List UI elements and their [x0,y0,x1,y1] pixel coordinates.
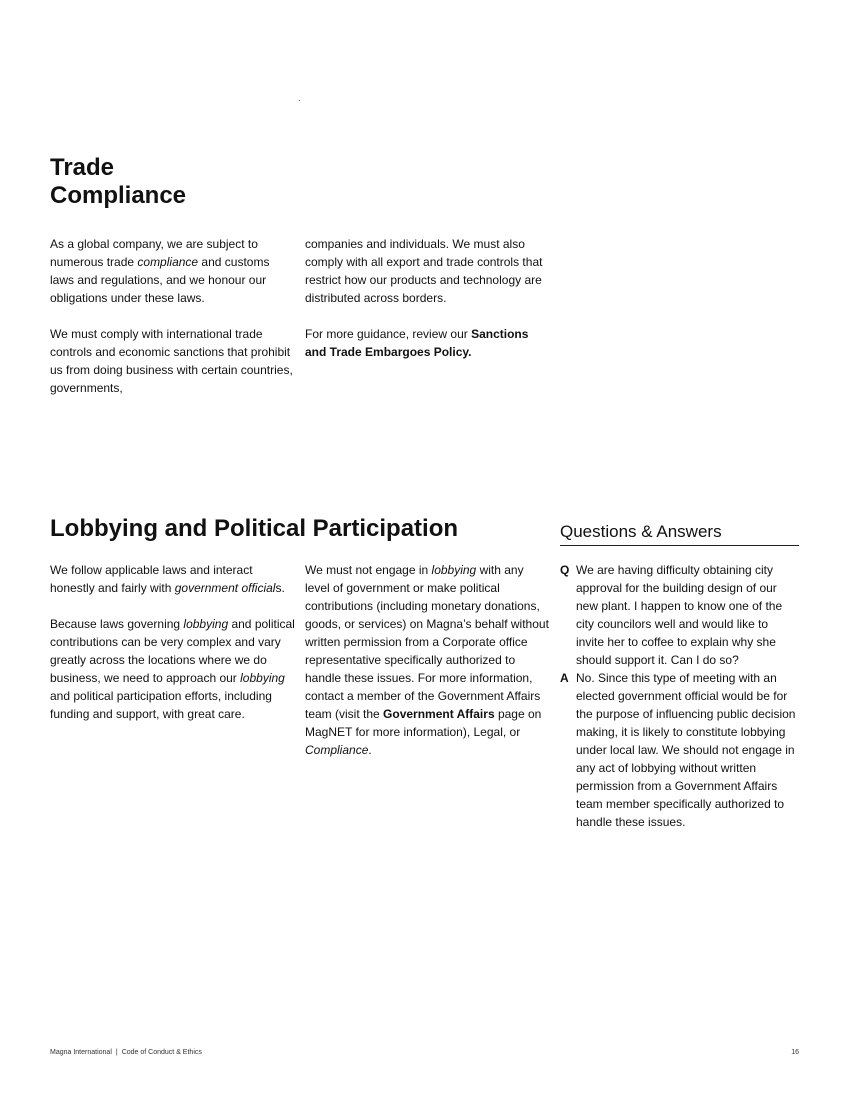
lobbying-term: lobbying [431,563,477,577]
compliance-term: Compliance [305,743,369,757]
page-number: 16 [791,1049,799,1056]
text-span: . [368,743,372,757]
text-span: and customs laws and regulations, and we honour our obligations under these laws. [50,255,270,305]
trade-compliance-title [50,154,300,210]
trade-title-line2: Compliance [50,182,187,209]
lobbying-paragraph-1 [50,561,295,597]
footer-company: Magna International [50,1049,112,1056]
text-span: For more guidance, review our [305,327,472,341]
answer-row [560,669,799,831]
lobbying-column-2 [305,561,550,759]
government-official-term: government official [174,581,276,595]
text-span: We follow applicable laws and interact honestly and fairly with [50,563,253,595]
qa-box [560,561,799,831]
text-span: and political participation efforts, including funding and support, with great care. [50,689,272,721]
text-span: with any level of government or make political contributions (including monetary donations, goods, or services) on Magna’s behalf without written permission from a Corporate office representative specifically authorized to handle these issues. For more information, contact a member of the Government Affairs team (visit the [305,563,549,721]
footer-separator: | [115,1049,118,1056]
answer-text: No. Since this type of meeting with an elected government official would be for the purpose of influencing public decision making, it is likely to constitute lobbying under local law. We should not engage in any act of lobbying without written permission from a Government Affairs team member specifically authorized to handle these issues. [576,671,796,829]
trade-title-line1: Trade [50,154,115,181]
text-span: Because laws governing [50,617,184,631]
trade-paragraph-3: companies and individuals. We must also comply with all export and trade controls that restrict how our products and technology are distributed across borders. [305,237,543,305]
text-span: As a global company, we are subject to numerous trade [50,237,258,269]
lobbying-column-1 [50,561,295,723]
lobbying-paragraph-3 [305,561,550,759]
question-row [560,561,799,669]
trade-paragraph-1 [50,235,295,307]
text-span: s. [275,581,285,595]
government-affairs-reference: Government Affairs [383,707,495,721]
trade-column-2 [305,235,550,361]
lobbying-paragraph-2 [50,615,295,723]
decorative-dot [299,100,300,101]
footer-doc-title: Code of Conduct & Ethics [121,1049,202,1056]
text-span: We must not engage in [305,563,432,577]
lobbying-title: Lobbying and Political Participation [50,515,459,542]
lobbying-term: lobbying [183,617,229,631]
question-label: Q [560,563,570,577]
question-text: We are having difficulty obtaining city approval for the building design of our new plant. I happen to know one of the city councilors well and would like to invite her to coffee to explain why she should support it. Can I do so? [576,563,783,667]
sanctions-policy-reference: Sanctions and Trade Embargoes Policy. [305,327,529,359]
lobbying-term: lobbying [240,671,285,685]
footer-left [50,1048,202,1058]
answer-label: A [560,671,569,685]
trade-paragraph-2: We must comply with international trade controls and economic sanctions that prohibit us from doing business with certain countries, governments, [50,327,293,395]
text-span: and political contributions can be very complex and vary greatly across the locations where we do business, we need to approach our [50,617,295,685]
text-span: page on MagNET for more information), Legal, or [305,707,542,739]
qa-heading: Questions & Answers [560,521,799,546]
trade-paragraph-4 [305,325,550,361]
compliance-term: compliance [137,255,199,269]
trade-column-1 [50,235,295,397]
